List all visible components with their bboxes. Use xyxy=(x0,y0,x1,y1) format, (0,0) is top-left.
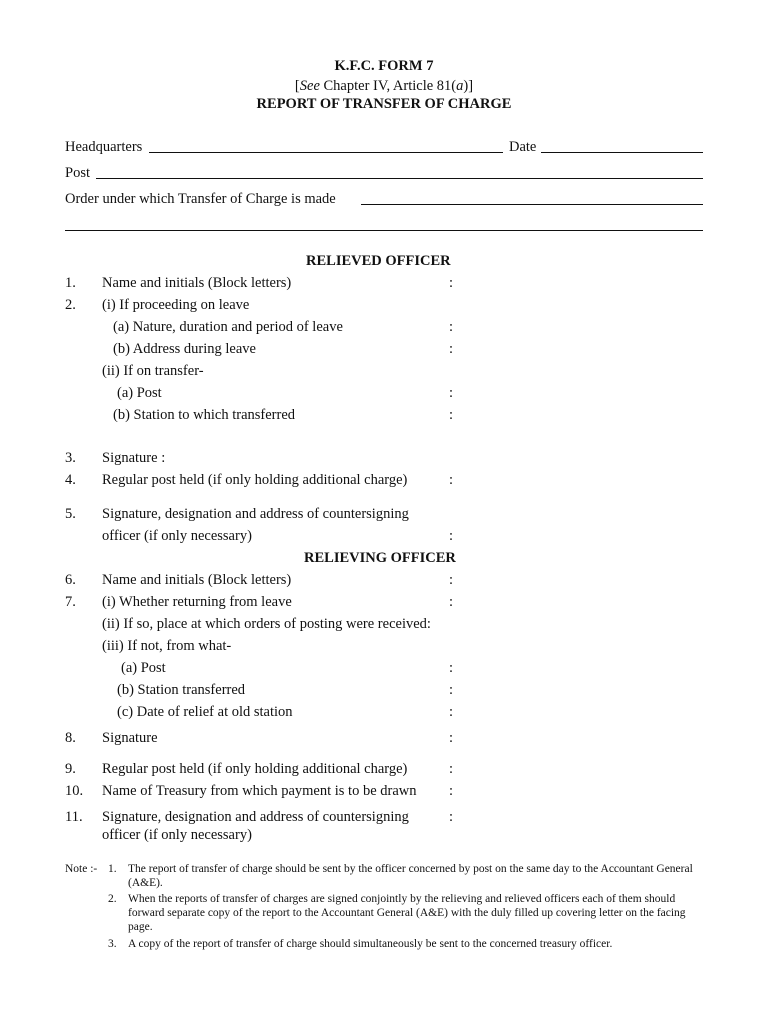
relieving-item-number: 11. xyxy=(65,809,83,825)
relieving-item-label: (b) Station transferred xyxy=(117,682,246,698)
reference-close: )] xyxy=(463,78,474,94)
relieved-item-number: 5. xyxy=(65,506,76,522)
relieving-item-colon: : xyxy=(449,704,454,720)
relieved-item-label: (a) Post xyxy=(117,385,162,401)
relieving-item-colon: : xyxy=(449,783,454,799)
relieved-item-label: (b) Address during leave xyxy=(113,341,256,357)
relieving-item-label: (iii) If not, from what- xyxy=(102,638,232,654)
relieving-item-colon: : xyxy=(449,761,454,777)
relieving-item-colon: : xyxy=(449,682,454,698)
relieving-item-number: 9. xyxy=(65,761,76,777)
form-title: REPORT OF TRANSFER OF CHARGE xyxy=(256,96,512,112)
post-field[interactable] xyxy=(96,178,703,179)
reference-see: See xyxy=(299,78,320,94)
date-field[interactable] xyxy=(541,152,703,153)
relieving-item-label: Name of Treasury from which payment is to be drawn xyxy=(102,783,417,799)
form-number: K.F.C. FORM 7 xyxy=(334,58,434,74)
relieved-item-colon: : xyxy=(449,528,454,544)
headquarters-label: Headquarters xyxy=(65,139,143,155)
relieved-officer-heading: RELIEVED OFFICER xyxy=(306,253,451,269)
reference-open: [ xyxy=(294,78,300,94)
order-field-continuation[interactable] xyxy=(65,230,703,231)
relieving-item-label: (c) Date of relief at old station xyxy=(117,704,293,720)
relieving-item-label: Signature, designation and address of countersigning xyxy=(102,809,409,825)
relieved-item-colon: : xyxy=(449,472,454,488)
relieving-item-colon: : xyxy=(449,660,454,676)
relieved-item-label: Name and initials (Block letters) xyxy=(102,275,292,291)
note-text: When the reports of transfer of charges are signed conjointly by the relieving and relieved officers each of them should forward separate copy of the report to the Accountant General (A&E) with the duly filled up covering letter on the facing page. xyxy=(128,893,686,933)
relieving-item-label: Signature xyxy=(102,730,158,746)
note-label: Note :- xyxy=(65,863,98,875)
order-label: Order under which Transfer of Charge is made xyxy=(65,191,336,207)
relieving-item-number: 7. xyxy=(65,594,76,610)
relieving-item-colon: : xyxy=(449,594,454,610)
relieving-item-label: (i) Whether returning from leave xyxy=(102,594,292,610)
relieving-item-label: (ii) If so, place at which orders of posting were received: xyxy=(102,616,431,632)
note-text: A copy of the report of transfer of charge should simultaneously be sent to the concerned treasury officer. xyxy=(128,938,613,950)
relieved-item-label: (a) Nature, duration and period of leave xyxy=(113,319,343,335)
relieved-item-colon: : xyxy=(449,341,454,357)
relieved-item-label: (i) If proceeding on leave xyxy=(102,297,250,313)
reference-middle: Chapter IV, Article 81( xyxy=(319,78,457,94)
relieving-item-label: Name and initials (Block letters) xyxy=(102,572,292,588)
relieved-item-colon: : xyxy=(449,275,454,291)
relieved-item-colon: : xyxy=(449,319,454,335)
relieved-item-label: Signature : xyxy=(102,450,166,466)
relieved-item-colon: : xyxy=(449,407,454,423)
relieved-item-number: 3. xyxy=(65,450,76,466)
note-number: 1. xyxy=(108,863,117,875)
relieved-item-label: (b) Station to which transferred xyxy=(113,407,296,423)
note-number: 3. xyxy=(108,938,117,950)
relieving-item-label: (a) Post xyxy=(121,660,166,676)
relieved-item-number: 2. xyxy=(65,297,76,313)
post-label: Post xyxy=(65,165,90,181)
relieved-item-number: 1. xyxy=(65,275,76,291)
relieving-item-label: officer (if only necessary) xyxy=(102,827,252,843)
relieved-item-label: (ii) If on transfer- xyxy=(102,363,204,379)
relieving-item-colon: : xyxy=(449,809,454,825)
date-label: Date xyxy=(509,139,537,155)
relieved-item-label: Regular post held (if only holding additional charge) xyxy=(102,472,408,488)
relieving-item-colon: : xyxy=(449,730,454,746)
relieving-item-label: Regular post held (if only holding additional charge) xyxy=(102,761,408,777)
relieving-item-number: 8. xyxy=(65,730,76,746)
reference-article-letter: a xyxy=(456,78,464,94)
note-text: The report of transfer of charge should be sent by the officer concerned by post on the same day to the Accountant General (A&E). xyxy=(128,863,693,889)
form-reference xyxy=(0,78,768,95)
relieved-item-label: Signature, designation and address of countersigning xyxy=(102,506,409,522)
note-number: 2. xyxy=(108,893,117,905)
relieved-item-label: officer (if only necessary) xyxy=(102,528,252,544)
relieving-item-number: 10. xyxy=(65,783,84,799)
relieving-item-colon: : xyxy=(449,572,454,588)
order-field[interactable] xyxy=(361,204,703,205)
relieved-item-number: 4. xyxy=(65,472,76,488)
relieving-item-number: 6. xyxy=(65,572,76,588)
relieved-item-colon: : xyxy=(449,385,454,401)
relieving-officer-heading: RELIEVING OFFICER xyxy=(304,550,456,566)
headquarters-field[interactable] xyxy=(149,152,503,153)
